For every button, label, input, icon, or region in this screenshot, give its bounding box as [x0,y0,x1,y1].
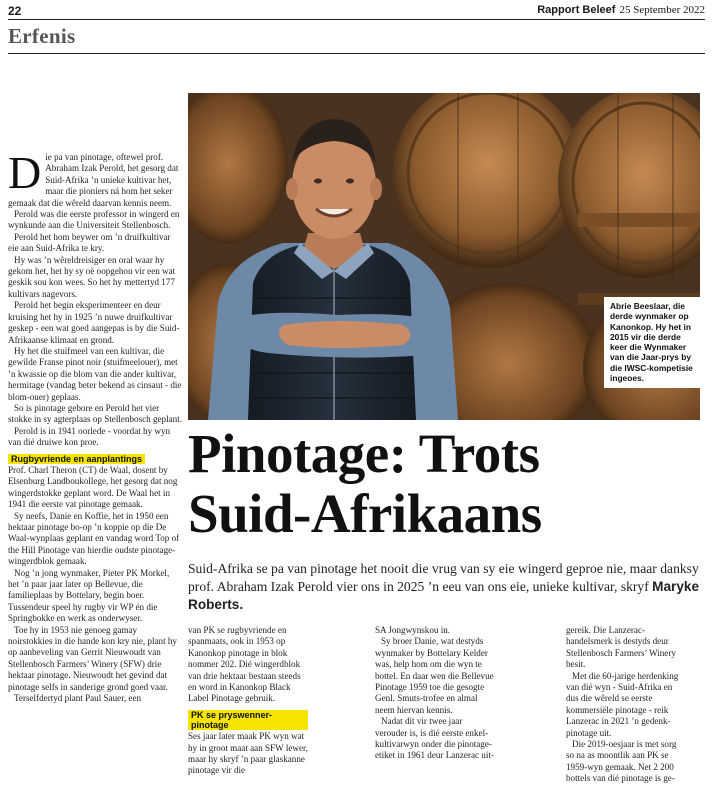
article-paragraph: Hy was ’n wêreldreisiger en oral waar hy gekom het, het hy sy oë oopgehou vir een wat geskik sou kon wees. So het hy mettertyd 177 kultivars nagevors. [8,254,176,299]
page-number: 22 [8,4,22,18]
publication-name: Rapport Beleef [537,4,616,16]
article-paragraph: Perold het hom beywer om ’n druifkultivar eie aan Suid-Afrika te kry. [8,231,171,254]
article-paragraph: Die 2019-oesjaar is met sorg so na as moontlik aan PK se 1959-wyn gemaak. Net 2 200 bottels van dié pinotage is ge- [566,739,677,784]
article-paragraph: Toe hy in 1953 nie genoeg gamay noirstokkies in die hande kon kry nie, plant hy op aanbeveling van Gerrit Nieuwoudt van Stellenbosch Farmers’ Winery (SFW) drie hektaar pinotage. Nieuwoudt het gevind dat pinotage selfs in sanderige grond goed vaar. [8,624,177,692]
subhead-rugby: Rugbyvriende en aanplantings [8,454,145,464]
article-paragraph: gereik. Die Lanzerac-handelsmerk is destyds deur Stellenbosch Farmers’ Winery besit. [566,625,676,670]
photo-caption: Abrie Beeslaar, die derde wynmaker op Kanonkop. Hy het in 2015 vir die derde keer die Wynmaker van die Jaar-prys by die IWSC-kompetisie ingeoes. [604,297,705,388]
subhead-pk-pinotage: PK se pryswenner-pinotage [188,710,308,730]
article-paragraph: Perold is in 1941 oorlede - voordat hy wyn van dié druiwe kon proe. [8,425,171,448]
article-lead-paragraph [8,147,182,209]
article-paragraph: Perold was die eerste professor in wingerd en wynkunde aan die Universiteit Stellenbosch. [8,209,180,231]
article-column-3 [375,625,495,762]
article-paragraph: Ses jaar later maak PK wyn wat hy in groot maat aan SFW lewer, maar hy skryf ’n paar glaskanne pinotage vir die [188,731,308,776]
article-paragraph: Sy neefs, Danie en Koffie, het in 1950 een hektaar pinotage bo-op ’n koppie op die De Waal-wynplaas geplant en vandag word Top of the Hill Pinotage van hierdie oudste pinotage-wingerdblok gemaak. [8,510,180,567]
article-paragraph: Nog ’n jong wynmaker, Pieter PK Morkel, het ’n paar jaar later op Bellevue, die familieplaas by Bottelary, begin boer. Tussendeur speel hy rugby vir WP én die Springbokke en werk as onderwyser. [8,567,170,624]
article-column-2 [188,625,308,777]
section-rule [8,53,705,54]
article-paragraph: Sy broer Danie, wat destyds wynmaker by Bottelary Kelder was, help hom om die wyn te bottel. En daar wen die Bellevue Pinotage 1959 toe die gesogte Genl. Smuts-trofee en almal neem hiervan kennis. [375,636,494,715]
publication-date: 25 September 2022 [619,4,705,16]
article-column-4 [566,625,686,785]
article-paragraph: Nadat dit vir twee jaar verouder is, is dié eerste enkel-kultivarwyn onder die pinotage-etiket in 1961 deur Lanzerac uit- [375,716,494,761]
article-paragraph: Prof. Charl Theron (CT) de Waal, dosent by Elsenburg Landboukollege, het gesorg dat nog wingerdstokke geplant word. De Waal het in 1941 die eerste vat pinotage gemaak. [8,464,178,510]
article-left-column [8,147,183,705]
standfirst-text: Suid-Afrika se pa van pinotage het nooit die vrug van sy eie wingerd geproe nie, maar danksy prof. Abraham Izak Perold vier ons in 2025 ’n eeu van ons eie, unieke kultivar, skryf [188,561,699,594]
section-title: Erfenis [8,24,76,48]
headline-line-1: Pinotage: Trots [188,423,540,484]
lead-text: ie pa van pinotage, oftewel prof. Abraham Izak Perold, het gesorg dat Suid-Afrika ’n unieke kultivar het, maar die pioniers ná hom het seker gemaak dat die wêreld daarvan kennis neem. [8,152,179,208]
article-paragraph: Hy het die stuifmeel van een kultivar, die gewilde Franse pinot noir (stuifmeelouer), met ’n kwassie op die blom van die ander kultivar, hermitage (vandag beter bekend as cinsaut - die blom-ouer) geplaas. [8,345,182,402]
article-headline [188,424,703,544]
publication-line [537,4,705,16]
article-standfirst [188,560,703,614]
article-paragraph: SA Jongwynskou in. [375,625,451,635]
drop-cap: D [8,147,42,198]
article-paragraph: So is pinotage gebore en Perold het vier stokke in sy agterplaas op Stellenbosch geplant. [8,402,183,425]
article-paragraph: van PK se rugbyvriende en spanmaats, ook in 1953 op Kanonkop pinotage in blok nommer 202. Dié wingerdblok van drie hektaar bestaan steeds en word in Kanonkop Black Label Pinotage gebruik. [188,625,301,704]
article-paragraph: Terselfdertyd plant Paul Sauer, een [14,693,142,704]
headline-line-2: Suid-Afrikaans [188,483,542,544]
article-paragraph: Perold het begin eksperimenteer en deur kruising het hy in 1925 ’n nuwe druifkultivar geskep - een wat goed aangepas is by die Suid-Afrikaanse klimaat en grond. [8,300,180,345]
article-paragraph: Met die 60-jarige herdenking van dié wyn - Suid-Afrika en dus die wêreld se eerste kommersiële pinotage - reik Lanzerac in 2021 ’n gedenk-pinotage uit. [566,670,679,738]
author-byline: Maryke Roberts. [188,579,700,612]
header-rule [8,19,705,20]
